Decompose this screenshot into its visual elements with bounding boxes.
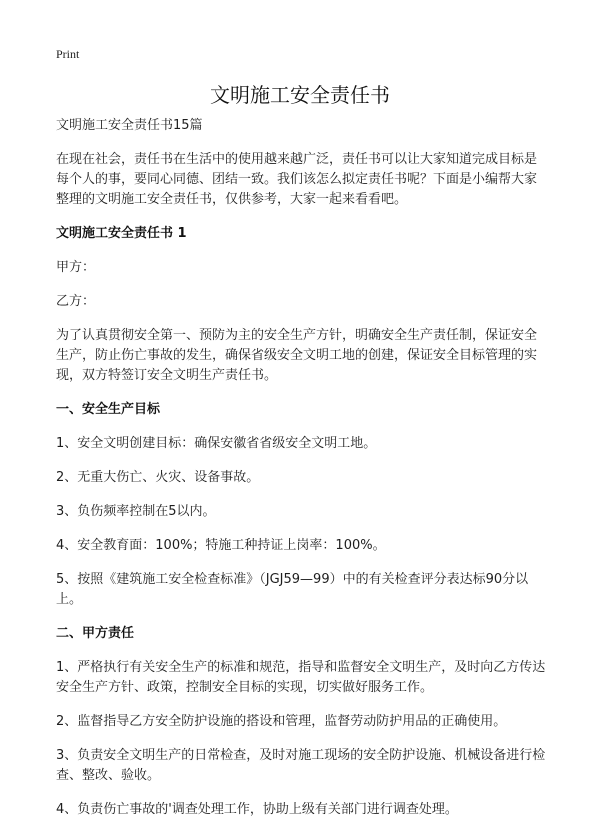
party-b-line: 乙方： [56,294,96,309]
goal-item: 3、负伤频率控制在5以内。 [56,504,216,519]
print-label[interactable]: Print [56,47,80,61]
document-body [56,116,548,820]
intro-paragraph: 在现在社会，责任书在生活中的使用越来越广泛，责任书可以让大家知道完成目标是每个人的事，要同心同德、团结一致。我们该怎么拟定责任书呢？下面是小编帮大家整理的文明施工安全责任书，仅供参考，大家一起来看看吧。 [56,152,538,207]
duty-item: 3、负责安全文明生产的日常检查，及时对施工现场的安全防护设施、机械设备进行检查、整改、验收。 [56,748,546,783]
goal-item: 5、按照《建筑施工安全检查标准》（JGJ59—99）中的有关检查评分表达标90分以上。 [56,572,529,607]
purpose-paragraph: 为了认真贯彻安全第一、预防为主的安全生产方针，明确安全生产责任制，保证安全生产，防止伤亡事故的发生，确保省级安全文明工地的创建，保证安全目标管理的实现，双方特签订安全文明生产责任书。 [56,328,538,383]
section-title: 文明施工安全责任书 1 [56,226,187,241]
duty-item: 2、监督指导乙方安全防护设施的搭设和管理，监督劳动防护用品的正确使用。 [56,714,507,729]
goal-item: 4、安全教育面：100%；特施工种持证上岗率：100%。 [56,538,386,553]
document-title: 文明施工安全责任书 [210,83,390,107]
duty-item: 4、负责伤亡事故的'调查处理工作，协助上级有关部门进行调查处理。 [56,802,458,817]
duty-item: 1、严格执行有关安全生产的标准和规范，指导和监督安全文明生产，及时向乙方传达安全生产方针、政策，控制安全目标的实现，切实做好服务工作。 [56,660,546,695]
heading-party-a-duties: 二、甲方责任 [56,626,135,641]
goal-item: 1、安全文明创建目标：确保安徽省省级安全文明工地。 [56,436,377,451]
heading-safety-goals: 一、安全生产目标 [56,402,161,417]
party-a-line: 甲方： [56,260,96,275]
goal-item: 2、无重大伤亡、火灾、设备事故。 [56,470,260,485]
document-subtitle: 文明施工安全责任书15篇 [56,118,203,133]
